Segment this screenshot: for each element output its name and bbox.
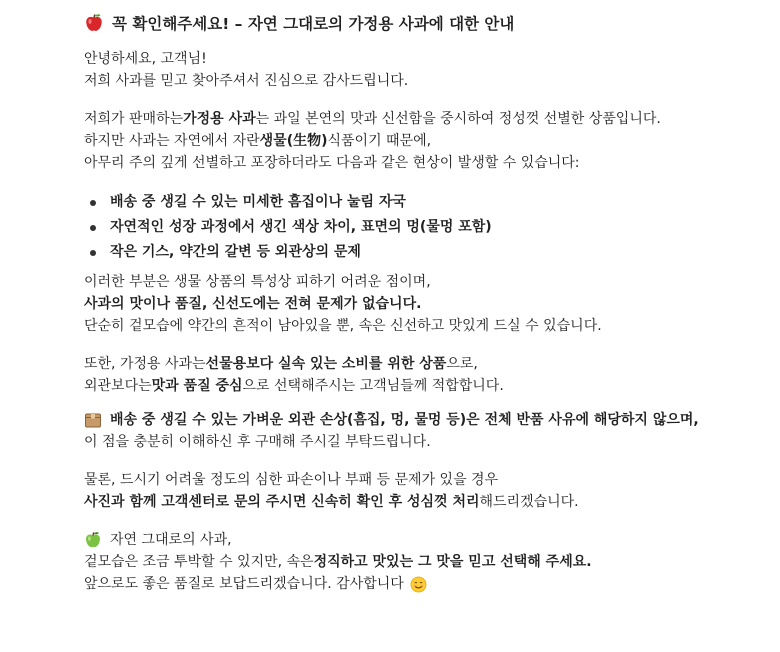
highlight-purpose: 선물용보다 실속 있는 소비를 위한 상품: [205, 356, 447, 372]
issue-list: [84, 190, 780, 265]
explanation-line: 이러한 부분은 생물 상품의 특성상 피하기 어려운 점이며,: [84, 274, 431, 290]
closing-line: [84, 529, 780, 551]
list-item: [84, 215, 780, 240]
purpose-line: [84, 353, 780, 375]
highlight-taste: 정직하고 맛있는 그 맛을 믿고 선택해 주세요.: [313, 554, 592, 570]
intro-line: [84, 130, 780, 152]
package-icon: [84, 411, 102, 429]
green-apple-icon: [84, 531, 102, 549]
text-segment: 해드리겠습니다.: [479, 494, 579, 510]
closing-line: [84, 573, 780, 595]
list-item-text: 자연적인 성장 과정에서 생긴 색상 차이, 표면의 멍(물멍 포함): [110, 219, 492, 235]
bullet-icon: [90, 200, 96, 206]
text-segment: 식품이기 때문에,: [327, 133, 432, 149]
text-segment: 하지만 사과는 자연에서 자란: [84, 133, 260, 149]
highlight-product: 가정용 사과: [183, 111, 256, 127]
highlight-living-food: 생물(生物): [259, 133, 328, 149]
greeting-line: 안녕하세요, 고객님!: [84, 51, 207, 67]
closing-thanks-text: 앞으로도 좋은 품질로 보답드리겠습니다. 감사합니다: [84, 576, 404, 592]
support-line: [84, 491, 780, 513]
smiling-face-icon: [410, 576, 427, 593]
thanks-line: 저희 사과를 믿고 찾아주셔서 진심으로 감사드립니다.: [84, 73, 409, 89]
red-apple-icon: [84, 13, 104, 33]
title-text: 꼭 확인해주세요! – 자연 그대로의 가정용 사과에 대한 안내: [112, 15, 515, 33]
closing-line: [84, 551, 780, 573]
text-segment: 으로,: [446, 356, 478, 372]
closing-text: 자연 그대로의 사과,: [110, 532, 232, 548]
list-item: [84, 190, 780, 215]
return-policy-line: 이 점을 충분히 이해하신 후 구매해 주시길 부탁드립니다.: [84, 434, 431, 450]
intro-line: [84, 108, 780, 130]
notice-title: [84, 10, 780, 36]
support-line: 물론, 드시기 어려울 정도의 심한 파손이나 부패 등 문제가 있을 경우: [84, 472, 499, 488]
return-policy-line: [84, 409, 780, 431]
quality-assurance-line: 사과의 맛이나 품질, 신선도에는 전혀 문제가 없습니다.: [84, 296, 422, 312]
text-segment: 외관보다는: [84, 378, 152, 394]
list-item-text: 작은 기스, 약간의 갈변 등 외관상의 문제: [110, 244, 361, 260]
list-item: [84, 240, 780, 265]
explanation-line: 단순히 겉모습에 약간의 흔적이 남아있을 뿐, 속은 신선하고 맛있게 드실 수 있습니다.: [84, 318, 602, 334]
purpose-line: [84, 375, 780, 397]
list-item-text: 배송 중 생길 수 있는 미세한 흠집이나 눌림 자국: [110, 194, 406, 210]
text-segment: 는 과일 본연의 맛과 신선함을 중시하여 정성껏 선별한 상품입니다.: [255, 111, 661, 127]
text-segment: 저희가 판매하는: [84, 111, 184, 127]
return-policy-text: 배송 중 생길 수 있는 가벼운 외관 손상(흠집, 멍, 물멍 등)은 전체 반품 사유에 해당하지 않으며,: [110, 412, 699, 428]
text-segment: 또한, 가정용 사과는: [84, 356, 206, 372]
text-segment: 겉모습은 조금 투박할 수 있지만, 속은: [84, 554, 314, 570]
bullet-icon: [90, 250, 96, 256]
text-segment: 으로 선택해주시는 고객님들께 적합합니다.: [242, 378, 504, 394]
bullet-icon: [90, 225, 96, 231]
intro-line: 아무리 주의 깊게 선별하고 포장하더라도 다음과 같은 현상이 발생할 수 있습니다:: [84, 155, 580, 171]
highlight-support: 사진과 함께 고객센터로 문의 주시면 신속히 확인 후 성심껏 처리: [84, 494, 480, 510]
highlight-quality: 맛과 품질 중심: [151, 378, 243, 394]
